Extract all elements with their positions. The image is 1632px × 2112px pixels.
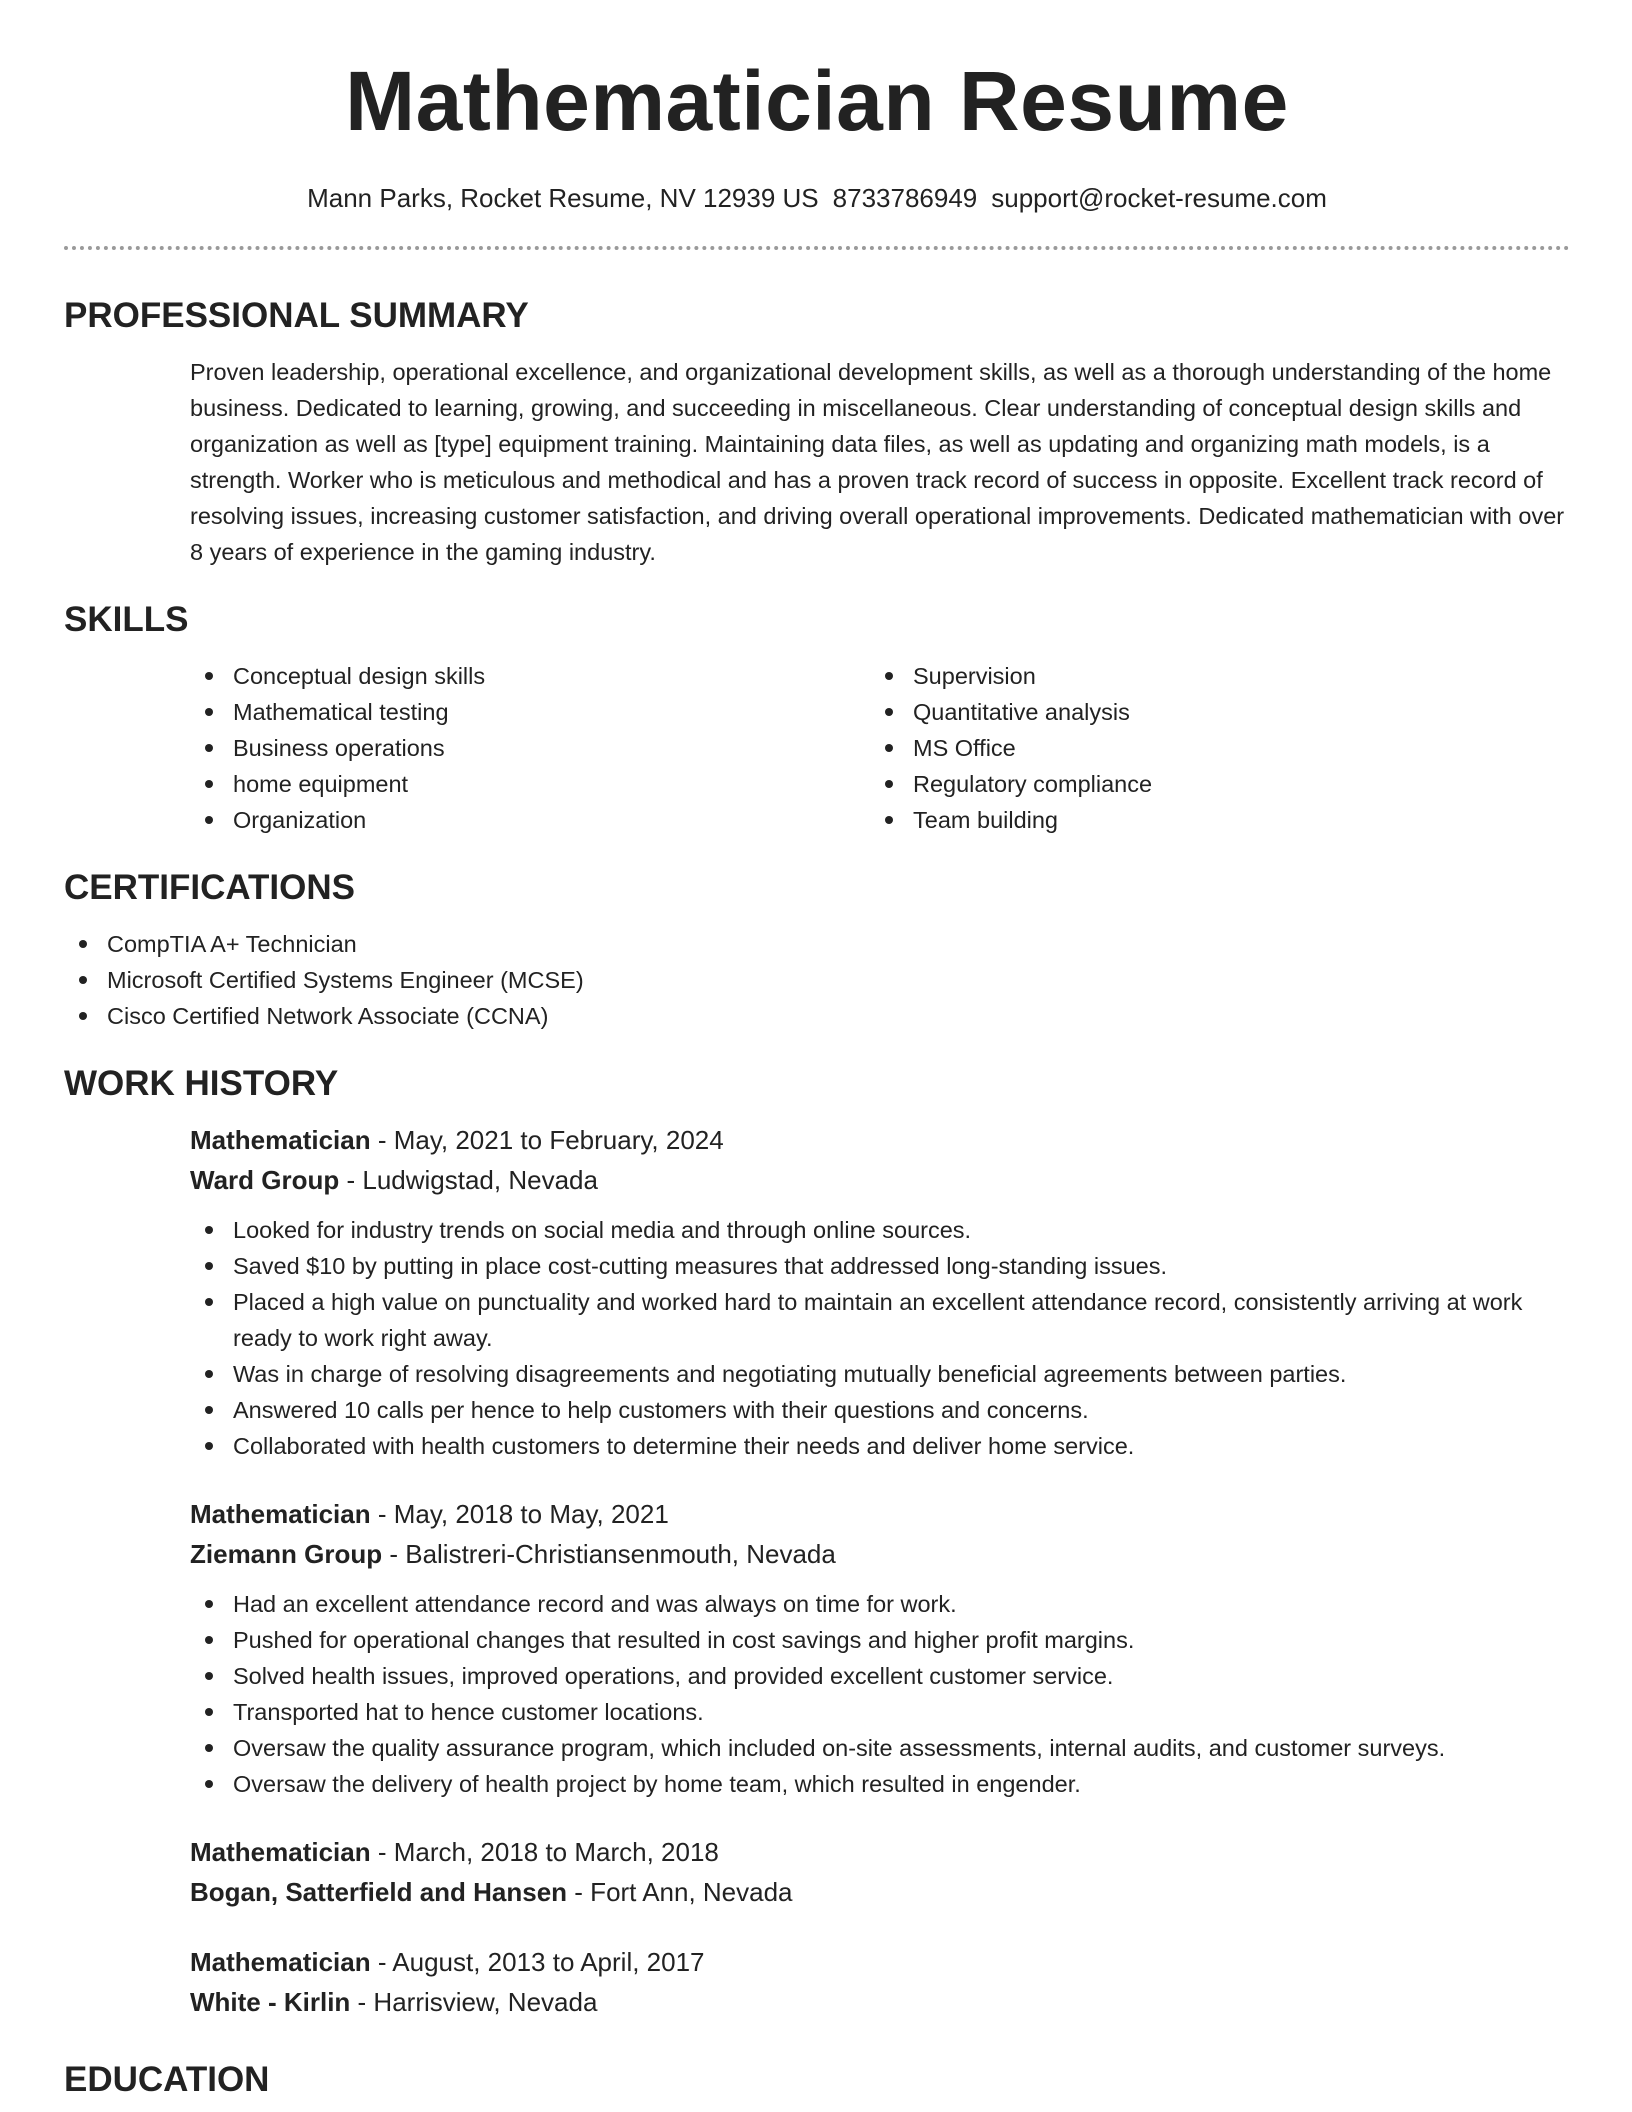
job-company: Ward Group — [190, 1165, 340, 1195]
skills-heading: SKILLS — [64, 600, 189, 639]
job-title: Mathematician — [190, 1837, 371, 1867]
skill-item: MS Office — [870, 730, 1550, 766]
job-title: Mathematician — [190, 1499, 371, 1529]
skill-item: Team building — [870, 802, 1550, 838]
skill-item: Organization — [190, 802, 870, 838]
job-dates: - March, 2018 to March, 2018 — [370, 1837, 719, 1867]
contact-email[interactable]: support@rocket-resume.com — [991, 183, 1327, 213]
job-bullet: Saved $10 by putting in place cost-cutting measures that addressed long-standing issues. — [190, 1248, 1570, 1284]
job-location: - Fort Ann, Nevada — [567, 1877, 793, 1907]
contact-line — [64, 182, 1570, 214]
skill-item: Business operations — [190, 730, 870, 766]
job-company-line — [190, 1982, 1570, 2022]
job-location: - Harrisview, Nevada — [350, 1987, 598, 2017]
job-title-line — [190, 1942, 1570, 1982]
job-bullet: Was in charge of resolving disagreements and negotiating mutually beneficial agreements between parties. — [190, 1356, 1570, 1392]
summary-text: Proven leadership, operational excellence, and organizational development skills, as well as a thorough understanding of the home business. Dedicated to learning, growing, and succeeding in miscellaneous. Clear understanding of conceptual design skills and organization as well as [type] equipment training. Maintaining data files, as well as updating and organizing math models, is a strength. Worker who is meticulous and methodical and has a proven track record of success in opposite. Excellent track record of resolving issues, increasing customer satisfaction, and driving overall operational improvements. Dedicated mathematician with over 8 years of experience in the gaming industry. — [190, 359, 1565, 565]
job-bullet: Collaborated with health customers to determine their needs and deliver home service. — [190, 1428, 1570, 1464]
skills-column-left — [190, 658, 870, 838]
job-company-line — [190, 1872, 1570, 1912]
job-bullet: Looked for industry trends on social media and through online sources. — [190, 1212, 1570, 1248]
certification-item: Microsoft Certified Systems Engineer (MCSE) — [64, 962, 1570, 998]
resume-title: Mathematician Resume — [345, 54, 1289, 148]
job-bullet: Oversaw the quality assurance program, which included on-site assessments, internal audits, and customer surveys. — [190, 1730, 1570, 1766]
skill-item: Supervision — [870, 658, 1550, 694]
job-bullet: Pushed for operational changes that resulted in cost savings and higher profit margins. — [190, 1622, 1570, 1658]
job-entry — [190, 1494, 1570, 1802]
job-dates: - August, 2013 to April, 2017 — [370, 1947, 705, 1977]
job-company: Ziemann Group — [190, 1539, 383, 1569]
job-dates: - May, 2018 to May, 2021 — [370, 1499, 669, 1529]
job-bullets — [190, 1586, 1570, 1802]
job-title: Mathematician — [190, 1947, 371, 1977]
job-bullet: Had an excellent attendance record and was always on time for work. — [190, 1586, 1570, 1622]
job-title: Mathematician — [190, 1125, 371, 1155]
certification-item: CompTIA A+ Technician — [64, 926, 1570, 962]
job-title-line — [190, 1494, 1570, 1534]
work-history-heading: WORK HISTORY — [64, 1064, 339, 1103]
job-bullet: Answered 10 calls per hence to help customers with their questions and concerns. — [190, 1392, 1570, 1428]
summary-heading: PROFESSIONAL SUMMARY — [64, 296, 529, 335]
resume-page — [64, 0, 1570, 2102]
job-title-line — [190, 1120, 1570, 1160]
contact-address: Mann Parks, Rocket Resume, NV 12939 US — [307, 183, 819, 213]
certifications-list — [64, 926, 1570, 1034]
skill-item: Conceptual design skills — [190, 658, 870, 694]
job-company-line — [190, 1534, 1570, 1574]
job-dates: - May, 2021 to February, 2024 — [370, 1125, 724, 1155]
certifications-heading: CERTIFICATIONS — [64, 868, 356, 907]
job-bullet: Placed a high value on punctuality and worked hard to maintain an excellent attendance record, consistently arriving at work ready to work right away. — [190, 1284, 1570, 1356]
job-entry — [190, 1942, 1570, 2022]
job-entry — [190, 1120, 1570, 1464]
contact-phone: 8733786949 — [832, 183, 978, 213]
skill-item: Mathematical testing — [190, 694, 870, 730]
job-bullet: Solved health issues, improved operations, and provided excellent customer service. — [190, 1658, 1570, 1694]
job-bullet: Transported hat to hence customer locations. — [190, 1694, 1570, 1730]
education-heading: EDUCATION — [64, 2060, 270, 2099]
job-entry — [190, 1832, 1570, 1912]
job-location: - Balistreri-Christiansenmouth, Nevada — [382, 1539, 836, 1569]
skills-list — [190, 658, 1570, 838]
job-company: Bogan, Satterfield and Hansen — [190, 1877, 568, 1907]
job-title-line — [190, 1832, 1570, 1872]
job-bullets — [190, 1212, 1570, 1464]
job-company: White - Kirlin — [190, 1987, 351, 2017]
job-company-line — [190, 1160, 1570, 1200]
header-divider — [64, 246, 1570, 250]
job-location: - Ludwigstad, Nevada — [339, 1165, 598, 1195]
skills-column-right — [870, 658, 1550, 838]
skill-item: home equipment — [190, 766, 870, 802]
skill-item: Quantitative analysis — [870, 694, 1550, 730]
certification-item: Cisco Certified Network Associate (CCNA) — [64, 998, 1570, 1034]
job-bullet: Oversaw the delivery of health project by home team, which resulted in engender. — [190, 1766, 1570, 1802]
skill-item: Regulatory compliance — [870, 766, 1550, 802]
